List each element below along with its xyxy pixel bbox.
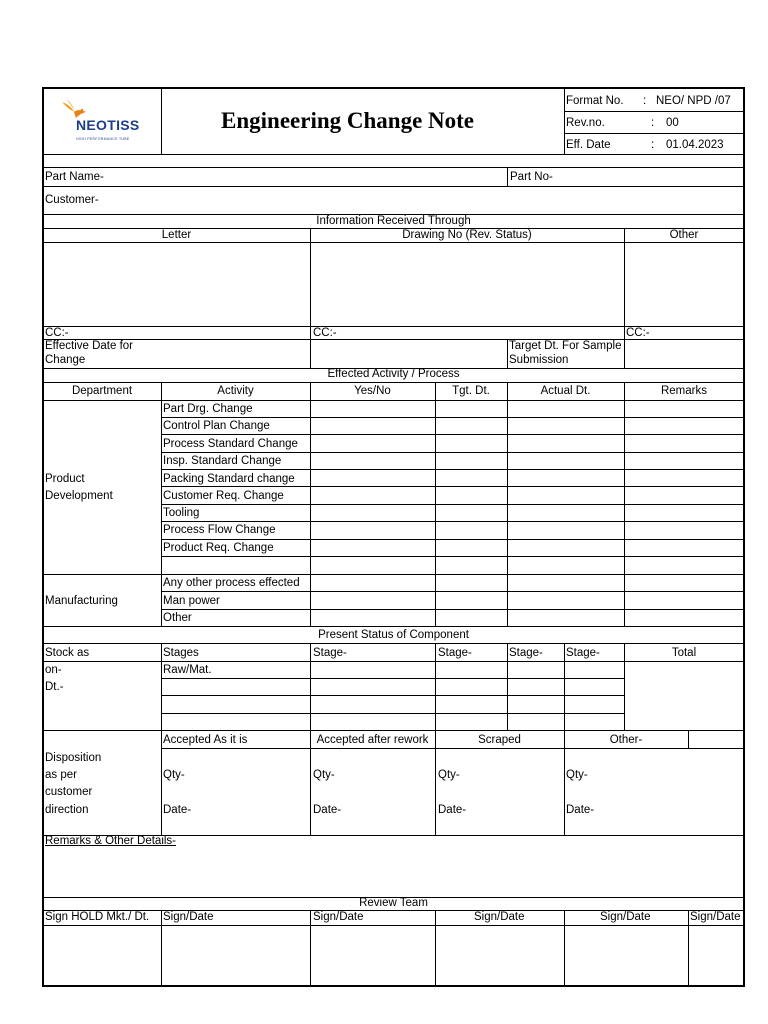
activity-item: Customer Req. Change xyxy=(163,490,284,502)
info-heading: Information Received Through xyxy=(316,215,471,227)
grid-line xyxy=(43,167,745,168)
grid-line xyxy=(507,382,508,626)
effective-date-label-1: Effective Date for xyxy=(45,340,133,352)
col-actual-date: Actual Dt. xyxy=(540,385,591,397)
activity-item: Part Drg. Change xyxy=(163,403,253,415)
sign-date-field[interactable]: Sign/Date xyxy=(600,911,651,923)
target-date-label-2: Submission xyxy=(509,354,569,366)
disposition-label-2: as per xyxy=(45,769,77,781)
grid-line xyxy=(161,910,162,987)
grid-line xyxy=(688,910,689,987)
date-field[interactable]: Date- xyxy=(163,804,192,816)
accepted-as-is-label: Accepted As it is xyxy=(163,734,248,746)
grid-line xyxy=(43,574,745,575)
sign-date-field[interactable]: Sign/Date xyxy=(690,911,741,923)
grid-line xyxy=(43,661,745,662)
grid-line xyxy=(161,434,745,435)
grid-line xyxy=(564,111,745,112)
date-field[interactable]: Date- xyxy=(438,804,467,816)
stock-label-2: on- xyxy=(45,664,62,676)
stage-header: Stage- xyxy=(566,647,600,659)
col-activity: Activity xyxy=(217,385,254,397)
dept-product-development-1: Product xyxy=(45,473,85,485)
sign-date-field[interactable]: Sign/Date xyxy=(163,911,214,923)
eff-date-colon: : xyxy=(651,139,655,151)
grid-line xyxy=(161,486,745,487)
grid-line xyxy=(688,730,689,748)
grid-line xyxy=(161,643,162,835)
cc-drawing[interactable]: CC:- xyxy=(313,327,337,339)
disposition-label-4: direction xyxy=(45,804,89,816)
grid-line xyxy=(43,730,745,731)
eff-date-label: Eff. Date xyxy=(566,139,611,151)
qty-field[interactable]: Qty- xyxy=(313,769,335,781)
grid-line xyxy=(507,167,508,186)
rev-value: 00 xyxy=(666,117,679,129)
grid-line xyxy=(43,400,745,401)
qty-field[interactable]: Qty- xyxy=(438,769,460,781)
grid-line xyxy=(161,89,162,154)
format-no-colon: : xyxy=(643,95,647,107)
sign-date-field[interactable]: Sign/Date xyxy=(313,911,364,923)
grid-line xyxy=(43,925,745,926)
grid-line xyxy=(435,910,436,987)
stage-header: Stage- xyxy=(313,647,347,659)
grid-line xyxy=(161,521,745,522)
customer-field[interactable]: Customer- xyxy=(45,194,99,206)
sign-hold-mkt[interactable]: Sign HOLD Mkt./ Dt. xyxy=(45,911,150,923)
activity-item: Process Standard Change xyxy=(163,438,298,450)
grid-line xyxy=(161,609,745,610)
grid-line xyxy=(161,469,745,470)
qty-field[interactable]: Qty- xyxy=(163,769,185,781)
cc-letter[interactable]: CC:- xyxy=(45,327,69,339)
stages-header: Stages xyxy=(163,647,199,659)
dept-manufacturing: Manufacturing xyxy=(45,595,118,607)
activity-item: Process Flow Change xyxy=(163,524,276,536)
date-field[interactable]: Date- xyxy=(313,804,342,816)
grid-line xyxy=(161,748,745,749)
grid-line xyxy=(310,228,311,368)
logo-text: NEOTISS xyxy=(76,117,140,133)
stage-header: Stage- xyxy=(509,647,543,659)
grid-line xyxy=(43,643,745,644)
activity-item: Product Req. Change xyxy=(163,542,274,554)
col-yes-no: Yes/No xyxy=(354,385,391,397)
sign-date-field[interactable]: Sign/Date xyxy=(474,911,525,923)
total-header: Total xyxy=(671,647,697,659)
raw-material-label: Raw/Mat. xyxy=(163,664,212,676)
grid-line xyxy=(43,154,745,155)
col-department: Department xyxy=(71,385,133,397)
grid-line xyxy=(43,382,745,383)
grid-line xyxy=(507,643,508,730)
grid-line xyxy=(564,89,565,154)
activity-item: Man power xyxy=(163,595,220,607)
target-date-label-1: Target Dt. For Sample xyxy=(509,340,622,352)
activity-heading: Effected Activity / Process xyxy=(327,368,460,380)
col-target-date: Tgt. Dt. xyxy=(452,385,490,397)
review-team-heading: Review Team xyxy=(359,897,428,909)
format-no-label: Format No. xyxy=(566,95,624,107)
stage-header: Stage- xyxy=(438,647,472,659)
grid-line xyxy=(310,910,311,987)
cc-other[interactable]: CC:- xyxy=(626,327,650,339)
info-col-other: Other xyxy=(669,229,699,241)
grid-line xyxy=(161,417,745,418)
activity-item: Tooling xyxy=(163,507,200,519)
grid-line xyxy=(310,382,311,626)
status-heading: Present Status of Component xyxy=(318,629,469,641)
other-label: Other- xyxy=(609,734,643,746)
stock-label-1: Stock as xyxy=(45,647,90,659)
grid-line xyxy=(507,339,508,368)
grid-line xyxy=(161,591,745,592)
rev-colon: : xyxy=(651,117,655,129)
activity-item: Insp. Standard Change xyxy=(163,455,282,467)
info-col-drawing: Drawing No (Rev. Status) xyxy=(402,229,532,241)
grid-line xyxy=(624,228,625,368)
grid-line xyxy=(43,186,745,187)
grid-line xyxy=(435,382,436,626)
grid-line xyxy=(161,713,624,714)
grid-line xyxy=(564,133,745,134)
grid-line xyxy=(161,556,745,557)
accepted-after-rework-label: Accepted after rework xyxy=(316,734,429,746)
remarks-field[interactable]: Remarks & Other Details- xyxy=(45,835,177,847)
date-field[interactable]: Date- xyxy=(566,804,595,816)
grid-line xyxy=(161,452,745,453)
page-title: Engineering Change Note xyxy=(221,108,474,133)
col-remarks: Remarks xyxy=(660,385,707,397)
activity-item: Packing Standard change xyxy=(163,473,295,485)
grid-line xyxy=(564,910,565,987)
grid-line xyxy=(161,504,745,505)
eff-date-value: 01.04.2023 xyxy=(666,139,724,151)
grid-line xyxy=(161,382,162,626)
disposition-label-1: Disposition xyxy=(45,752,102,764)
dept-product-development-2: Development xyxy=(45,490,113,502)
activity-item: Any other process effected xyxy=(163,577,300,589)
activity-item: Control Plan Change xyxy=(163,420,270,432)
logo-tagline: HIGH PERFORMANCE TUBE xyxy=(76,137,130,141)
company-logo xyxy=(60,98,150,142)
grid-line xyxy=(564,643,565,730)
format-no-value: NEO/ NPD /07 xyxy=(656,95,731,107)
grid-line xyxy=(624,382,625,626)
grid-line xyxy=(161,695,624,696)
grid-line xyxy=(43,626,745,627)
qty-field[interactable]: Qty- xyxy=(566,769,588,781)
grid-line xyxy=(161,539,745,540)
info-col-letter: Letter xyxy=(161,229,192,241)
grid-line xyxy=(43,242,745,243)
grid-line xyxy=(161,678,624,679)
effective-date-label-2: Change xyxy=(45,354,86,366)
scraped-label: Scraped xyxy=(478,734,521,746)
disposition-label-3: customer xyxy=(45,786,93,798)
activity-item: Other xyxy=(163,612,192,624)
stock-label-3: Dt.- xyxy=(45,681,64,693)
rev-label: Rev.no. xyxy=(566,117,605,129)
part-no-field[interactable]: Part No- xyxy=(510,171,553,183)
part-name-field[interactable]: Part Name- xyxy=(45,171,104,183)
